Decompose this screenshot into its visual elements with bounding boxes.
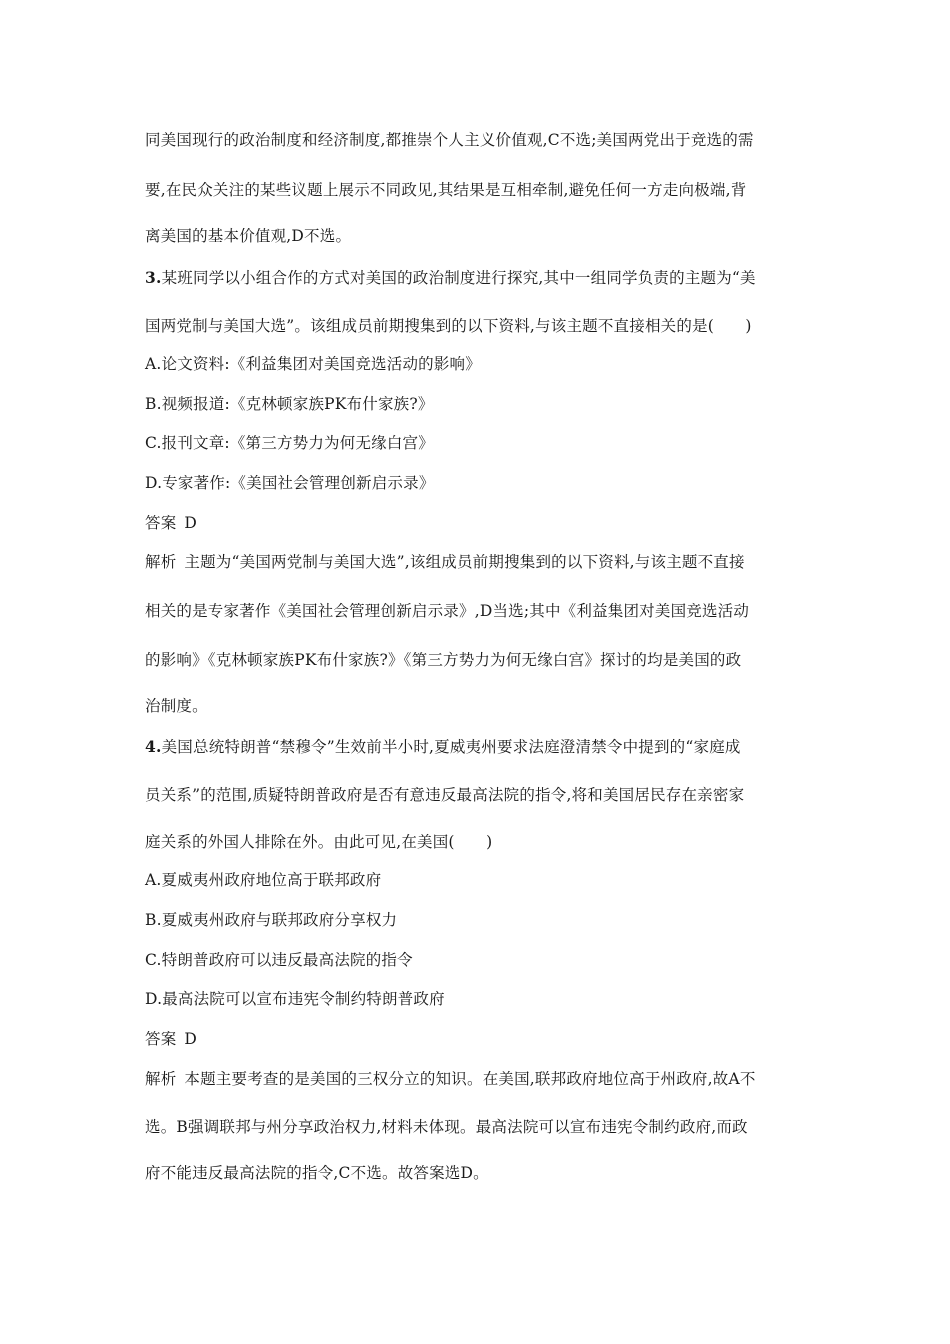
q3-stem-text-1: 某班同学以小组合作的方式对美国的政治制度进行探究,其中一组同学负责的主题为“美 xyxy=(161,269,756,287)
intro-line-1: 同美国现行的政治制度和经济制度,都推崇个人主义价值观,C不选;美国两党出于竞选的需 xyxy=(145,131,754,149)
intro-line-2: 要,在民众关注的某些议题上展示不同政见,其结果是互相牵制,避免任何一方走向极端,背 xyxy=(145,181,747,199)
q4-number: 4. xyxy=(145,737,162,756)
q4-option-b: B.夏威夷州政府与联邦政府分享权力 xyxy=(145,911,398,929)
q3-option-c: C.报刊文章:《第三方势力为何无缘白宫》 xyxy=(145,434,434,452)
q3-option-b: B.视频报道:《克林顿家族PK布什家族?》 xyxy=(145,395,434,413)
q3-analysis-line-2: 相关的是专家著作《美国社会管理创新启示录》,D当选;其中《利益集团对美国竞选活动 xyxy=(145,602,750,620)
q3-stem-line-2: 国两党制与美国大选”。该组成员前期搜集到的以下资料,与该主题不直接相关的是( ) xyxy=(145,317,752,335)
q3-answer-label: 答案 xyxy=(145,514,177,532)
q3-analysis-text-1: 主题为“美国两党制与美国大选”,该组成员前期搜集到的以下资料,与该主题不直接 xyxy=(184,553,745,571)
q3-analysis-line-4: 治制度。 xyxy=(145,697,208,715)
q3-analysis-line-1 xyxy=(145,552,810,572)
q4-stem-line-1 xyxy=(145,737,810,757)
q4-analysis-line-2: 选。B强调联邦与州分享政治权力,材料未体现。最高法院可以宣布违宪令制约政府,而政 xyxy=(145,1118,748,1136)
q4-analysis-line-1 xyxy=(145,1069,810,1089)
q4-answer-label: 答案 xyxy=(145,1030,177,1048)
q3-analysis-label: 解析 xyxy=(145,553,177,571)
q3-option-a: A.论文资料:《利益集团对美国竞选活动的影响》 xyxy=(145,355,481,373)
q4-analysis-line-3: 府不能违反最高法院的指令,C不选。故答案选D。 xyxy=(145,1164,489,1182)
q4-analysis-text-1: 本题主要考查的是美国的三权分立的知识。在美国,联邦政府地位高于州政府,故A不 xyxy=(184,1070,756,1088)
q4-analysis-label: 解析 xyxy=(145,1070,177,1088)
q4-answer-value: D xyxy=(184,1030,198,1048)
q4-option-a: A.夏威夷州政府地位高于联邦政府 xyxy=(145,871,382,889)
q4-answer xyxy=(145,1029,810,1049)
q4-stem-line-2: 员关系”的范围,质疑特朗普政府是否有意违反最高法院的指令,将和美国居民存在亲密家 xyxy=(145,786,745,804)
q4-option-c: C.特朗普政府可以违反最高法院的指令 xyxy=(145,951,413,969)
q3-answer-value: D xyxy=(184,514,198,532)
q4-stem-line-3: 庭关系的外国人排除在外。由此可见,在美国( ) xyxy=(145,833,493,851)
intro-line-3: 离美国的基本价值观,D不选。 xyxy=(145,227,352,245)
q4-stem-text-1: 美国总统特朗普“禁穆令”生效前半小时,夏威夷州要求法庭澄清禁令中提到的“家庭成 xyxy=(161,738,741,756)
q3-stem-line-1 xyxy=(145,268,810,288)
q3-option-d: D.专家著作:《美国社会管理创新启示录》 xyxy=(145,474,435,492)
q3-answer xyxy=(145,513,810,533)
q3-analysis-line-3: 的影响》《克林顿家族PK布什家族?》《第三方势力为何无缘白宫》探讨的均是美国的政 xyxy=(145,651,742,669)
q3-number: 3. xyxy=(145,268,162,287)
q4-option-d: D.最高法院可以宣布违宪令制约特朗普政府 xyxy=(145,990,445,1008)
